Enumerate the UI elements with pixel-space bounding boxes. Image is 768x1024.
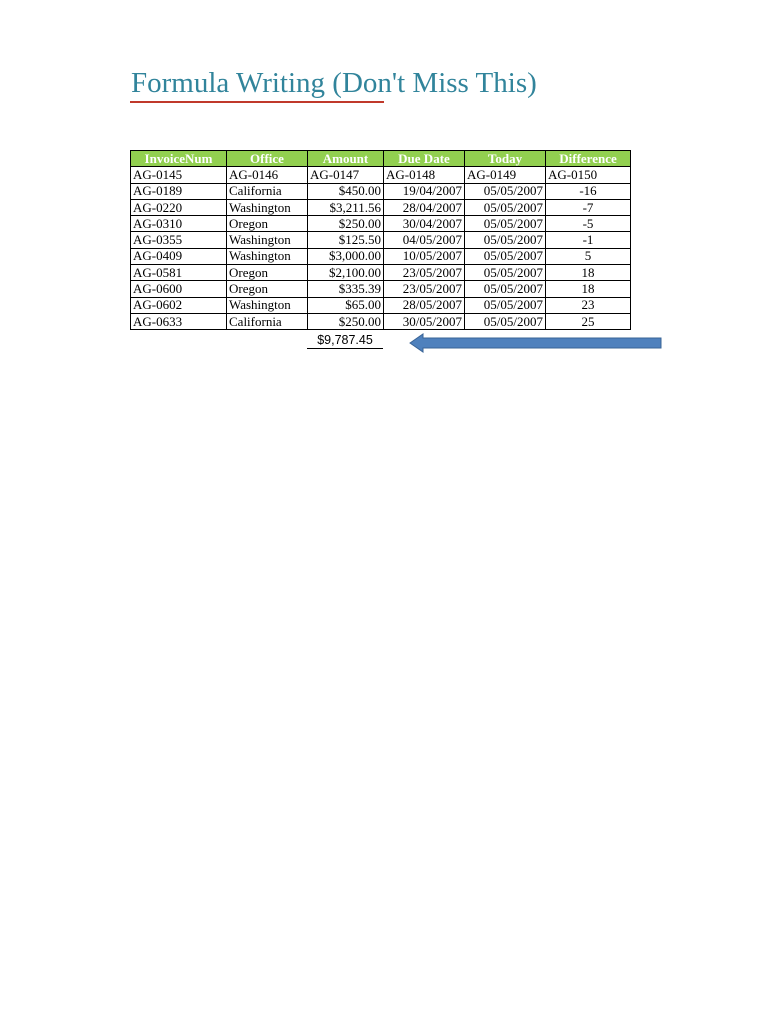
invoice-table — [130, 150, 631, 330]
table-cell[interactable]: California — [227, 313, 308, 329]
table-cell[interactable]: -7 — [546, 199, 631, 215]
table-cell[interactable]: 30/04/2007 — [384, 216, 465, 232]
table-cell[interactable]: $125.50 — [308, 232, 384, 248]
table-cell[interactable]: AG-0602 — [131, 297, 227, 313]
header-invoicenum[interactable]: InvoiceNum — [131, 151, 227, 167]
table-cell[interactable]: $335.39 — [308, 281, 384, 297]
table-cell[interactable]: 23/05/2007 — [384, 281, 465, 297]
table-cell[interactable]: Washington — [227, 248, 308, 264]
table-cell[interactable]: California — [227, 183, 308, 199]
table-cell[interactable]: $65.00 — [308, 297, 384, 313]
table-cell[interactable]: AG-0581 — [131, 265, 227, 281]
header-row — [131, 151, 631, 167]
table-row — [131, 183, 631, 199]
table-cell[interactable]: 18 — [546, 265, 631, 281]
table-cell[interactable]: AG-0189 — [131, 183, 227, 199]
table-row — [131, 281, 631, 297]
table-cell[interactable]: AG-0146 — [227, 167, 308, 183]
table-cell[interactable]: Oregon — [227, 216, 308, 232]
table-cell[interactable]: Oregon — [227, 265, 308, 281]
table-cell[interactable]: AG-0633 — [131, 313, 227, 329]
table-cell[interactable]: 05/05/2007 — [465, 216, 546, 232]
amount-total[interactable]: $9,787.45 — [307, 333, 383, 349]
table-cell[interactable]: AG-0145 — [131, 167, 227, 183]
table-cell[interactable]: 23/05/2007 — [384, 265, 465, 281]
title-underline — [130, 101, 384, 103]
table-cell[interactable]: 5 — [546, 248, 631, 264]
table-cell[interactable]: -5 — [546, 216, 631, 232]
table-cell[interactable]: 05/05/2007 — [465, 248, 546, 264]
table-cell[interactable]: 28/04/2007 — [384, 199, 465, 215]
table-cell[interactable]: 05/05/2007 — [465, 281, 546, 297]
table-cell[interactable]: 05/05/2007 — [465, 183, 546, 199]
table-cell[interactable]: -16 — [546, 183, 631, 199]
table-cell[interactable]: AG-0149 — [465, 167, 546, 183]
table-cell[interactable]: 04/05/2007 — [384, 232, 465, 248]
table-cell[interactable]: $3,211.56 — [308, 199, 384, 215]
table-cell[interactable]: 25 — [546, 313, 631, 329]
table-cell[interactable]: 18 — [546, 281, 631, 297]
table-row — [131, 248, 631, 264]
table-cell[interactable]: AG-0220 — [131, 199, 227, 215]
table-cell[interactable]: Washington — [227, 297, 308, 313]
table-row — [131, 313, 631, 329]
table-cell[interactable]: $2,100.00 — [308, 265, 384, 281]
header-today[interactable]: Today — [465, 151, 546, 167]
table-cell[interactable]: 05/05/2007 — [465, 265, 546, 281]
table-cell[interactable]: 23 — [546, 297, 631, 313]
table-cell[interactable]: Washington — [227, 232, 308, 248]
reference-row — [131, 167, 631, 183]
table-row — [131, 297, 631, 313]
table-cell[interactable]: $250.00 — [308, 313, 384, 329]
table-cell[interactable]: AG-0310 — [131, 216, 227, 232]
table-cell[interactable]: 28/05/2007 — [384, 297, 465, 313]
table-cell[interactable]: 30/05/2007 — [384, 313, 465, 329]
table-cell[interactable]: 05/05/2007 — [465, 297, 546, 313]
header-difference[interactable]: Difference — [546, 151, 631, 167]
table-cell[interactable]: AG-0355 — [131, 232, 227, 248]
header-office[interactable]: Office — [227, 151, 308, 167]
table-cell[interactable]: AG-0150 — [546, 167, 631, 183]
table-cell[interactable]: AG-0600 — [131, 281, 227, 297]
table-cell[interactable]: $250.00 — [308, 216, 384, 232]
table-cell[interactable]: Oregon — [227, 281, 308, 297]
table-cell[interactable]: AG-0147 — [308, 167, 384, 183]
table-cell[interactable]: 05/05/2007 — [465, 199, 546, 215]
table-row — [131, 232, 631, 248]
table-cell[interactable]: 05/05/2007 — [465, 232, 546, 248]
table-cell[interactable]: 19/04/2007 — [384, 183, 465, 199]
table-cell[interactable]: 10/05/2007 — [384, 248, 465, 264]
table-cell[interactable]: AG-0409 — [131, 248, 227, 264]
table-row — [131, 199, 631, 215]
left-arrow-icon — [409, 333, 663, 353]
table-row — [131, 265, 631, 281]
table-cell[interactable]: AG-0148 — [384, 167, 465, 183]
table-cell[interactable]: 05/05/2007 — [465, 313, 546, 329]
header-amount[interactable]: Amount — [308, 151, 384, 167]
header-due-date[interactable]: Due Date — [384, 151, 465, 167]
page-title: Formula Writing (Don't Miss This) — [131, 67, 537, 99]
table-cell[interactable]: Washington — [227, 199, 308, 215]
table-cell[interactable]: -1 — [546, 232, 631, 248]
table-cell[interactable]: $450.00 — [308, 183, 384, 199]
table-row — [131, 216, 631, 232]
table-cell[interactable]: $3,000.00 — [308, 248, 384, 264]
